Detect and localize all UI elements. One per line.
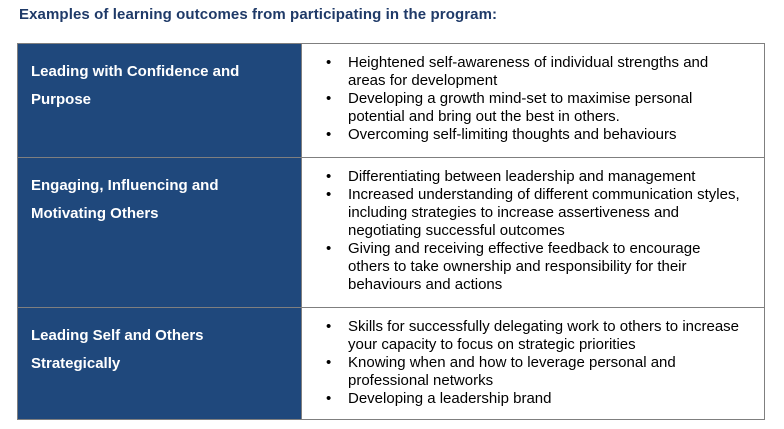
- list-item-text: Skills for successfully delegating work to others to increase your capacity to focus on strategic priorities: [348, 318, 740, 353]
- list-item-text: Developing a growth mind-set to maximise personal potential and bring out the best in others.: [348, 90, 693, 125]
- list-item: [326, 240, 746, 294]
- outcome-list: [326, 54, 746, 144]
- row-items-cell: [302, 308, 765, 420]
- row-label-cell: [18, 158, 302, 308]
- list-item: [326, 354, 746, 390]
- outcome-list: [326, 168, 746, 294]
- bullet-dot-icon: •: [326, 354, 332, 371]
- list-item-text: Heightened self-awareness of individual strengths and areas for development: [348, 54, 709, 89]
- list-item: [326, 168, 746, 186]
- row-label-cell: [18, 308, 302, 420]
- bullet-dot-icon: •: [326, 168, 332, 185]
- bullet-dot-icon: •: [326, 240, 332, 257]
- row-label-cell: [18, 44, 302, 158]
- row-label: Leading with Confidence and Purpose: [31, 63, 240, 108]
- bullet-dot-icon: •: [326, 90, 332, 107]
- row-label: Engaging, Influencing and Motivating Others: [31, 177, 219, 222]
- list-item: [326, 90, 746, 126]
- table-row: [18, 158, 765, 308]
- list-item: [326, 318, 746, 354]
- learning-outcomes-table: [17, 43, 765, 420]
- bullet-dot-icon: •: [326, 126, 332, 143]
- list-item-text: Knowing when and how to leverage personal and professional networks: [348, 354, 676, 389]
- outcome-list: [326, 318, 746, 408]
- bullet-dot-icon: •: [326, 186, 332, 203]
- list-item-text: Giving and receiving effective feedback to encourage others to take ownership and responsibility for their behaviours and actions: [348, 240, 701, 293]
- list-item-text: Overcoming self-limiting thoughts and behaviours: [348, 126, 677, 143]
- list-item: [326, 390, 746, 408]
- list-item-text: Differentiating between leadership and management: [348, 168, 696, 185]
- row-items-cell: [302, 158, 765, 308]
- row-items-cell: [302, 44, 765, 158]
- list-item-text: Developing a leadership brand: [348, 390, 552, 407]
- bullet-dot-icon: •: [326, 390, 332, 407]
- list-item: [326, 186, 746, 240]
- row-label: Leading Self and Others Strategically: [31, 327, 204, 372]
- list-item: [326, 54, 746, 90]
- bullet-dot-icon: •: [326, 54, 332, 71]
- list-item-text: Increased understanding of different communication styles, including strategies to increase assertiveness and negotiating successful outcomes: [348, 186, 740, 239]
- page-heading: Examples of learning outcomes from participating in the program:: [19, 6, 498, 23]
- bullet-dot-icon: •: [326, 318, 332, 335]
- table-row: [18, 44, 765, 158]
- table-row: [18, 308, 765, 420]
- list-item: [326, 126, 746, 144]
